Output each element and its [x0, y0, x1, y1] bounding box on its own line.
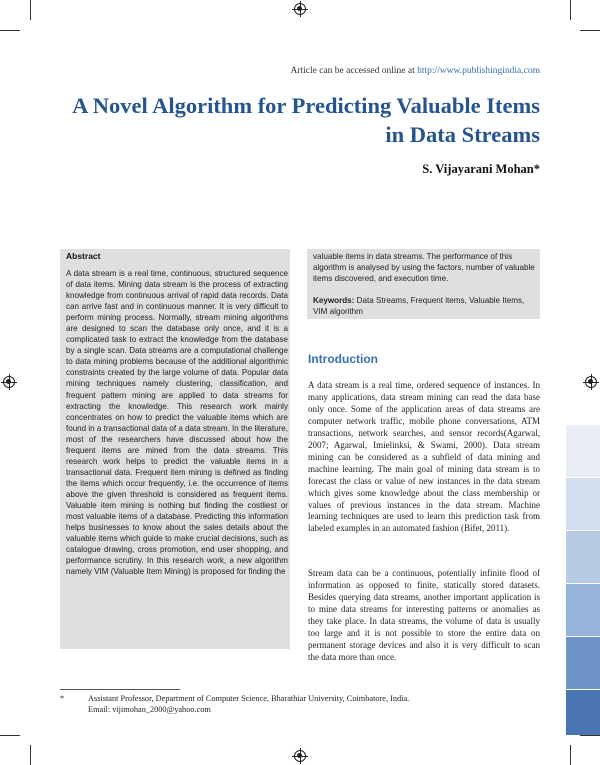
decorative-bar — [566, 637, 600, 689]
crop-mark — [570, 0, 571, 20]
footnote-rule — [60, 689, 180, 690]
abstract-heading: Abstract — [66, 251, 101, 261]
crop-mark — [0, 735, 20, 736]
registration-mark-icon — [3, 376, 15, 388]
decorative-bar — [566, 425, 600, 477]
decorative-bar — [566, 690, 600, 735]
registration-mark-icon — [294, 3, 306, 15]
footnote-email: Email: vijimohan_2000@yahoo.com — [88, 705, 211, 714]
crop-mark — [30, 0, 31, 20]
introduction-paragraph-1: A data stream is a real time, ordered sequence of instances. In many applications, data stream mining can read the data base only once. Some of the application areas of data streams are computer network traffic, mobile phone conversations, ATM transactions, network searches, and sensor records(Agarwal, 2007; Agarwal, Imielinksi, & Swami, 2000). Data stream mining can be considered as a subfield of data mining and machine learning. The main goal of mining data stream is to forecast the class or value of new instances in the data stream which gives some knowledge about the class membership or values of previous instances in the data stream. Machine learning techniques are used to learn this prediction task from labeled examples in an automated fashion (Bifet, 2011). — [308, 380, 540, 534]
keywords-list: Data Streams, Frequent items, Valuable Items, VIM algorithm — [313, 296, 525, 317]
decorative-bar — [566, 584, 600, 636]
article-author: S. Vijayarani Mohan* — [422, 162, 540, 176]
access-prefix: Article can be accessed online at — [290, 66, 415, 76]
crop-mark — [30, 745, 31, 765]
keywords-label: Keywords: — [313, 296, 355, 305]
footnote — [60, 693, 540, 715]
decorative-bar — [566, 531, 600, 583]
crop-mark — [0, 30, 20, 31]
crop-mark — [570, 745, 571, 765]
crop-mark — [580, 30, 600, 31]
abstract-continuation: valuable items in data streams. The performance of this algorithm is analysed by using the factors, number of valuable items discovered, and execution time. — [313, 252, 535, 284]
keywords — [313, 295, 537, 317]
article-title: A Novel Algorithm for Predicting Valuable Items in Data Streams — [72, 93, 540, 147]
publisher-link[interactable]: http://www.publishingindia.com — [417, 66, 540, 76]
introduction-heading: Introduction — [308, 352, 378, 366]
registration-mark-icon — [585, 376, 597, 388]
access-line — [291, 66, 541, 76]
crop-mark — [580, 735, 600, 736]
decorative-bar — [566, 478, 600, 530]
footnote-mark: * — [60, 694, 65, 703]
introduction-paragraph-2: Stream data can be a continuous, potentially infinite flood of information as opposed to finite, statically stored datasets. Besides querying data streams, another important application is to mine data streams for interesting patterns or anomalies as they take place. In data streams, the volume of data is usually too large and it is not possible to store the entire data on permanent storage devices and also it is very difficult to scan the data more than once. — [308, 568, 540, 662]
registration-mark-icon — [294, 750, 306, 762]
abstract-body: A data stream is a real time, continuous, structured sequence of data items. Mining data stream is the process of extracting knowledge from continuous arrival of rapid data records. Data can arrive fast and in continuous manner. It is very difficult to perform mining process. Normally, stream mining algorithms are designed to scan the database only once, and it is a complicated task to extract the knowledge from the database by a single scan. Data streams are a computational challenge to data mining problems because of the additional algorithmic constraints created by the large volume of data. Popular data mining techniques namely clustering, classification, and frequent pattern mining are applied to data streams for extracting the knowledge. This research work mainly concentrates on how to predict the valuable items which are found in a transactional data of a data stream. In the literature, most of the researchers have discussed about how the frequent items are mined from the data streams. This research work helps to predict the valuable items in a transactional data. Frequent item mining is defined as finding the items which occur frequently, i.e. the occurrence of items above the given threshold is considered as frequent items. Valuable item mining is nothing but finding the costliest or most valuable items of a database. Predicting this information helps businesses to know about the sales details about the valuable items which guide to make crucial decisions, such as catalogue drawing, cross promotion, end user shopping, and performance scrutiny. In this research work, a new algorithm namely VIM (Valuable Item Mining) is proposed for finding the — [66, 269, 288, 577]
footnote-affiliation: Assistant Professor, Department of Computer Science, Bharathiar University, Coimbatore, India. — [88, 694, 410, 703]
